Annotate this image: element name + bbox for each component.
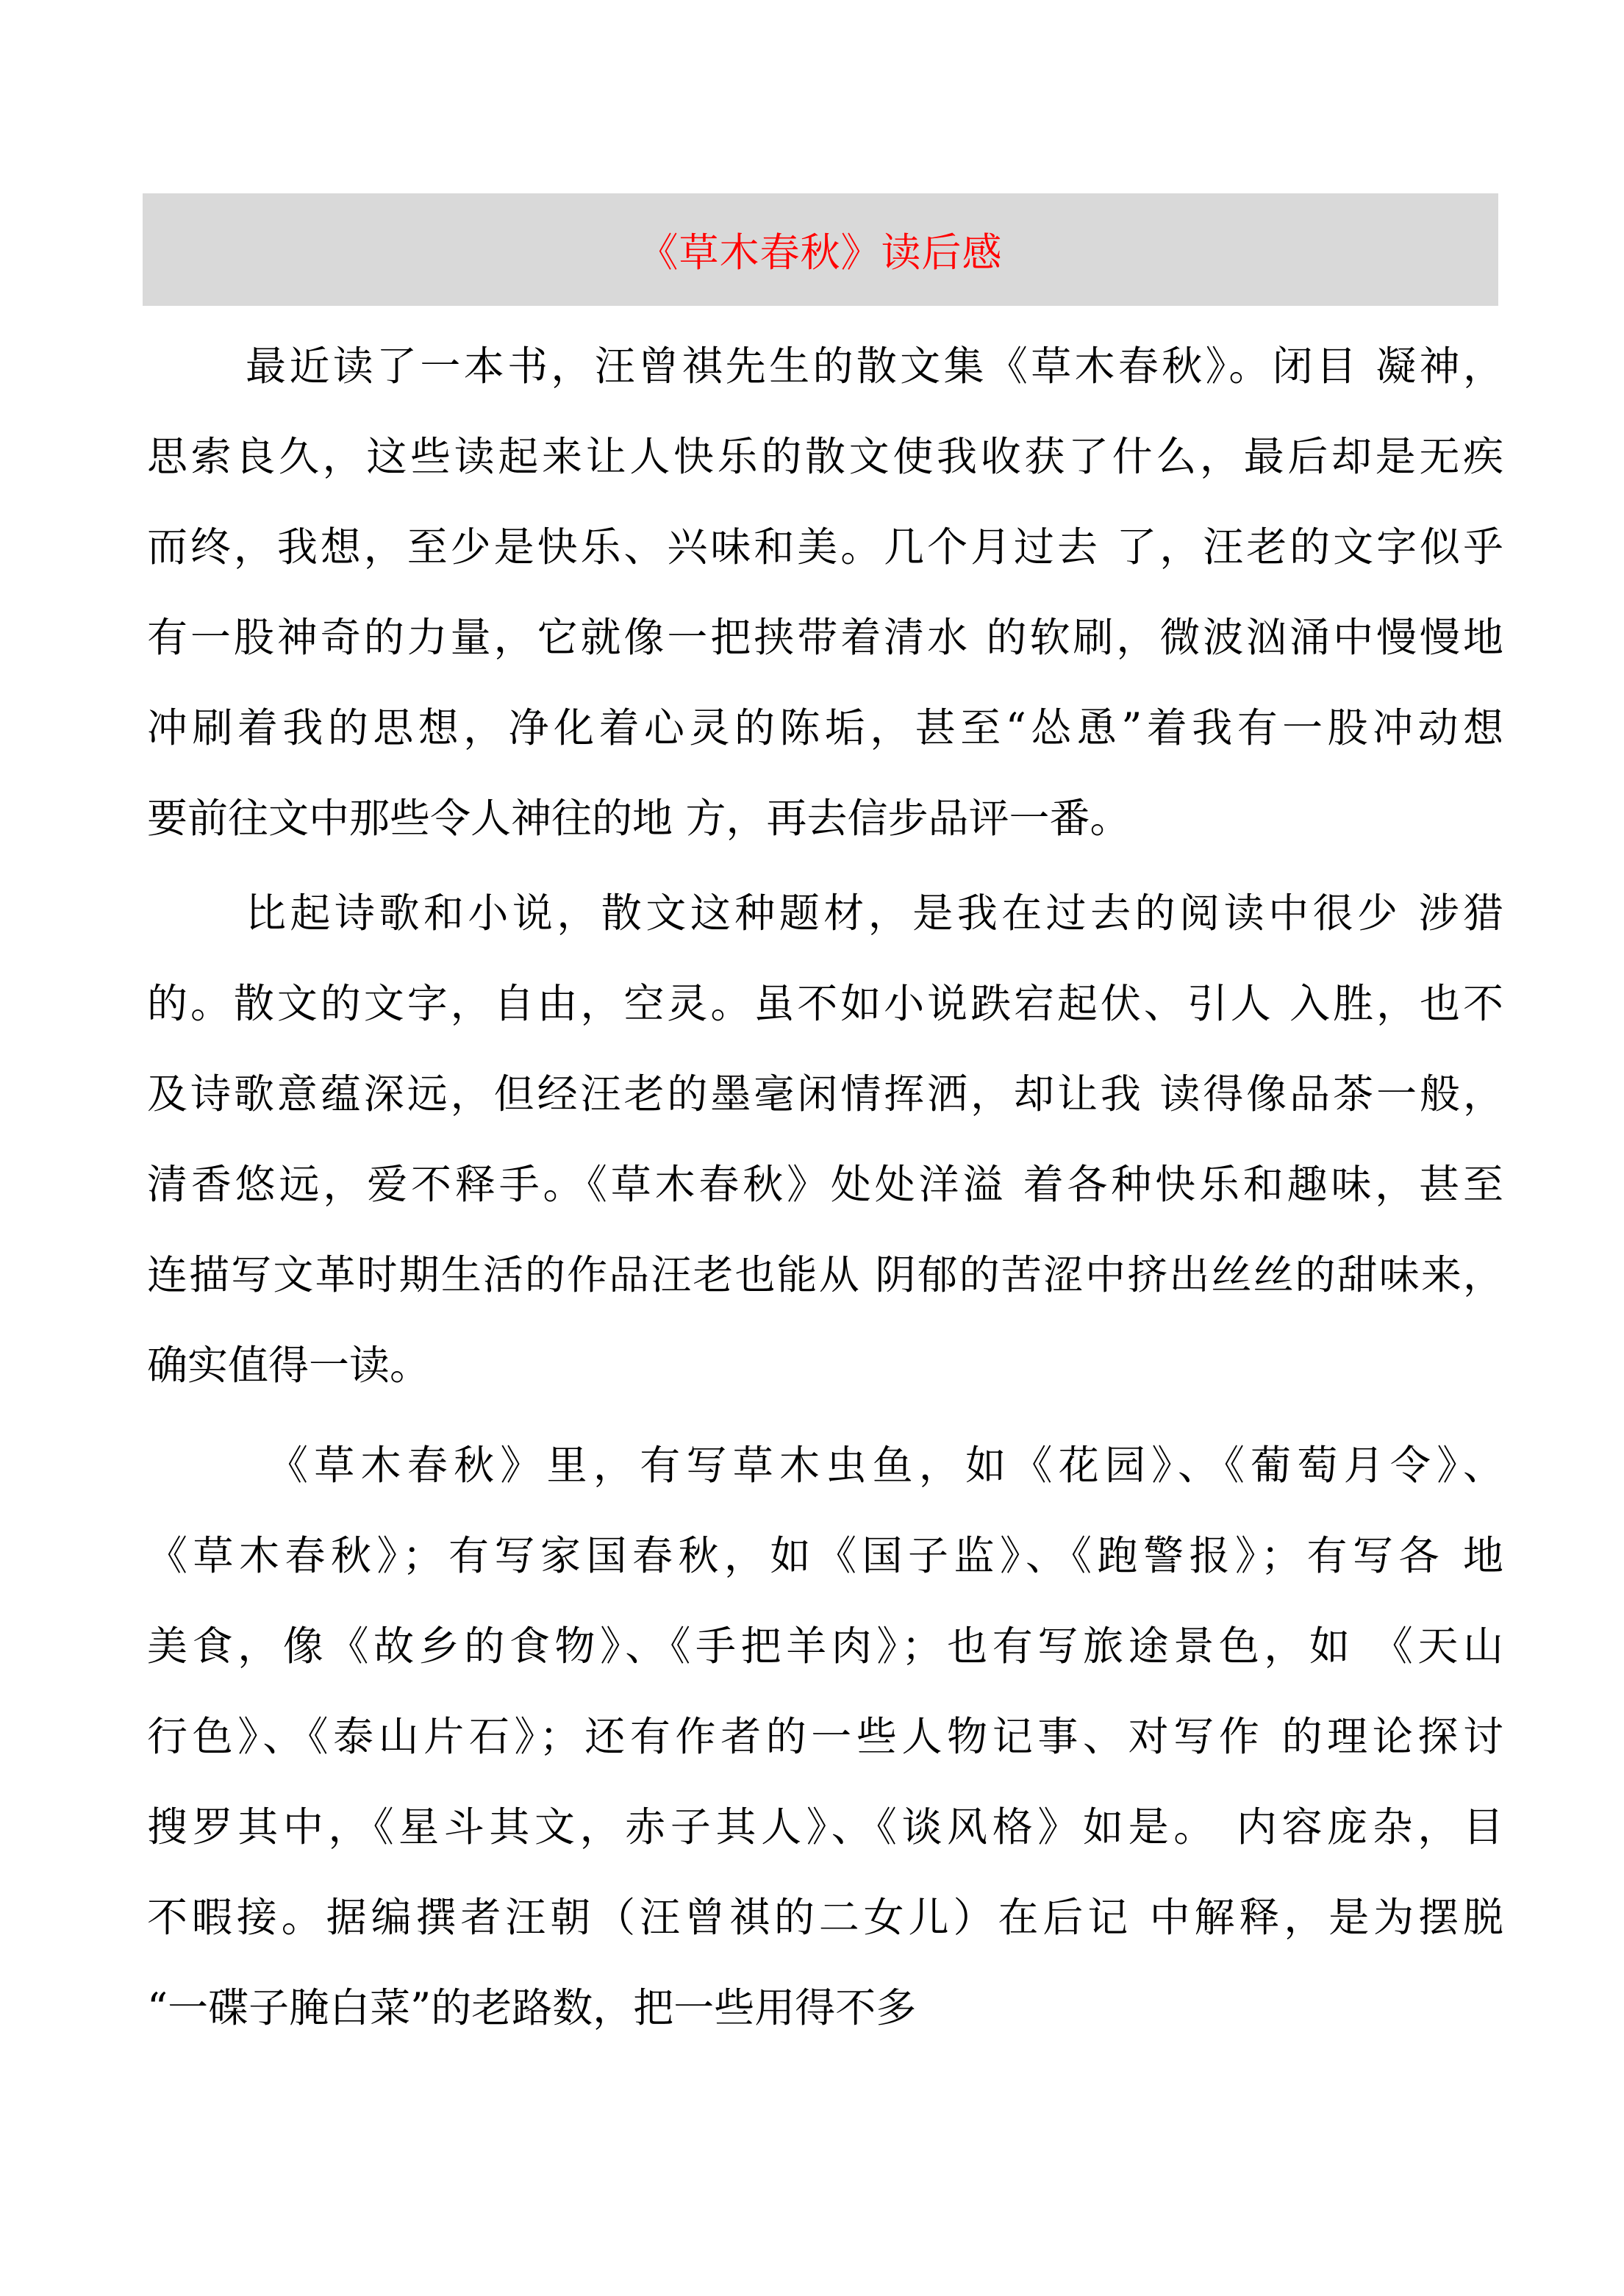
paragraph-line: 有一股神奇的力量，它就像一把挟带着清水 的软刷，微波汹涌中慢慢地 [147,614,1503,661]
paragraph-line: 冲刷着我的思想，净化着心灵的陈垢，甚至“怂恿”着我有一股冲动想 [147,704,1503,751]
paragraph-line: 行色》、《泰山片石》；还有作者的一些人物记事、对写作 的理论探讨 [147,1713,1503,1760]
paragraph-line: 思索良久，这些读起来让人快乐的散文使我收获了什么，最后却是无疾 [147,433,1503,480]
paragraph-line: 连描写文革时期生活的作品汪老也能从 阴郁的苦涩中挤出丝丝的甜味来， [147,1251,1503,1298]
paragraph-line: 《草木春秋》里，有写草木虫鱼，如《花园》、《葡萄月令》、 [268,1442,1503,1489]
title-band [143,193,1498,306]
paragraph-line: 及诗歌意蕴深远，但经汪老的墨毫闲情挥洒，却让我 读得像品茶一般， [147,1070,1503,1117]
paragraph-line: 比起诗歌和小说，散文这种题材，是我在过去的阅读中很少 涉猎 [246,890,1503,937]
paragraph-line: 《草木春秋》；有写家国春秋，如《国子监》、《跑警报》；有写各 地 [147,1532,1503,1579]
paragraph-line: “一碟子腌白菜”的老路数，把一些用得不多 [147,1984,917,2031]
paragraph-3 [147,1420,1503,2053]
paragraph-line: 确实值得一读。 [147,1342,431,1389]
paragraph-line: 的。散文的文字，自由，空灵。虽不如小说跌宕起伏、引人 入胜，也不 [147,980,1503,1027]
paragraph-line: 美食，像《故乡的食物》、《手把羊肉》；也有写旅途景色，如 《天山 [147,1623,1503,1670]
paragraph-line: 不暇接。据编撰者汪朝（汪曾祺的二女儿）在后记 中解释，是为摆脱 [147,1894,1503,1941]
paragraph-1 [147,321,1503,864]
paragraph-line: 搜罗其中，《星斗其文，赤子其人》、《谈风格》如是。 内容庞杂，目 [147,1803,1503,1850]
paragraph-line: 要前往文中那些令人神往的地 方，再去信步品评一番。 [147,795,1131,842]
paragraph-line: 最近读了一本书，汪曾祺先生的散文集《草木春秋》。闭目 凝神， [246,343,1503,390]
document-title: 《草木春秋》读后感 [638,229,1003,276]
paragraph-line: 而终，我想，至少是快乐、兴味和美。几个月过去 了，汪老的文字似乎 [147,523,1503,571]
paragraph-2 [147,868,1503,1411]
paragraph-line: 清香悠远，爱不释手。《草木春秋》处处洋溢 着各种快乐和趣味，甚至 [147,1161,1503,1208]
